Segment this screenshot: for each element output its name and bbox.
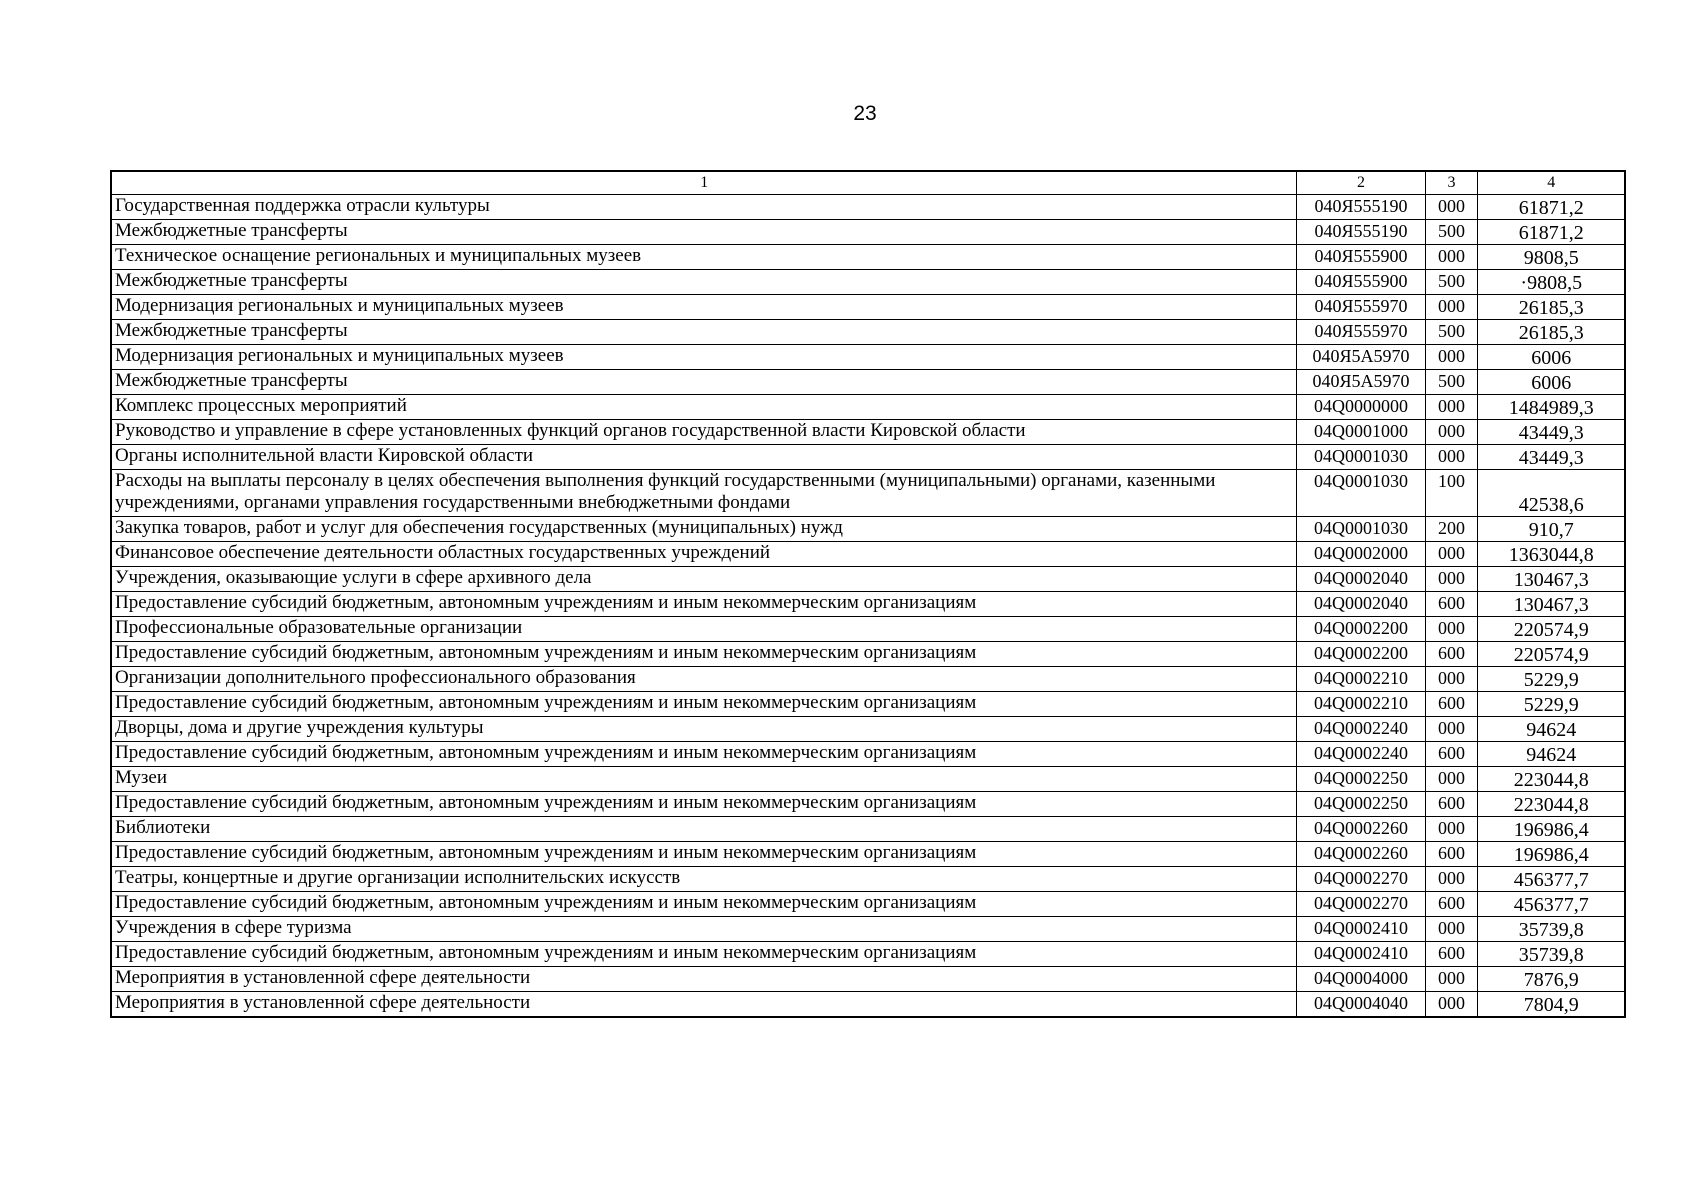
amount-cell: 1484989,3: [1477, 395, 1625, 420]
amount-cell: 94624: [1477, 717, 1625, 742]
expense-name-cell: Организации дополнительного профессионального образования: [111, 667, 1296, 692]
table-row: [111, 220, 1625, 245]
table-row: [111, 842, 1625, 867]
table-row: [111, 792, 1625, 817]
amount-cell: 9808,5: [1477, 245, 1625, 270]
expense-type-cell: 000: [1425, 867, 1477, 892]
table-row: [111, 320, 1625, 345]
budget-table: [110, 170, 1626, 1018]
amount-cell: ·9808,5: [1477, 270, 1625, 295]
target-code-cell: 040Я555190: [1296, 195, 1425, 220]
expense-type-cell: 000: [1425, 767, 1477, 792]
expense-name-cell: Межбюджетные трансферты: [111, 270, 1296, 295]
table-row: [111, 942, 1625, 967]
table-row: [111, 542, 1625, 567]
target-code-cell: 04Q0001000: [1296, 420, 1425, 445]
target-code-cell: 04Q0002210: [1296, 667, 1425, 692]
target-code-cell: 04Q0002250: [1296, 767, 1425, 792]
expense-type-cell: 000: [1425, 967, 1477, 992]
target-code-cell: 040Я5А5970: [1296, 370, 1425, 395]
amount-cell: 35739,8: [1477, 942, 1625, 967]
expense-name-cell: Предоставление субсидий бюджетным, автономным учреждениям и иным некоммерческим организациям: [111, 692, 1296, 717]
expense-type-cell: 600: [1425, 842, 1477, 867]
target-code-cell: 04Q0004040: [1296, 992, 1425, 1018]
table-row: [111, 470, 1625, 517]
expense-name-cell: Комплекс процессных мероприятий: [111, 395, 1296, 420]
target-code-cell: 04Q0000000: [1296, 395, 1425, 420]
target-code-cell: 04Q0001030: [1296, 517, 1425, 542]
amount-cell: 26185,3: [1477, 320, 1625, 345]
target-code-cell: 04Q0002260: [1296, 817, 1425, 842]
expense-type-cell: 000: [1425, 295, 1477, 320]
amount-cell: 223044,8: [1477, 792, 1625, 817]
table-row: [111, 617, 1625, 642]
amount-cell: 130467,3: [1477, 592, 1625, 617]
expense-name-cell: Модернизация региональных и муниципальных музеев: [111, 295, 1296, 320]
amount-cell: 7876,9: [1477, 967, 1625, 992]
table-row: [111, 345, 1625, 370]
expense-name-cell: Предоставление субсидий бюджетным, автономным учреждениям и иным некоммерческим организациям: [111, 642, 1296, 667]
target-code-cell: 04Q0002240: [1296, 717, 1425, 742]
table-body: [111, 195, 1625, 1018]
target-code-cell: 04Q0002200: [1296, 642, 1425, 667]
table-row: [111, 992, 1625, 1018]
target-code-cell: 04Q0002410: [1296, 917, 1425, 942]
table-row: [111, 270, 1625, 295]
column-header-2: 2: [1296, 171, 1425, 195]
expense-name-cell: Предоставление субсидий бюджетным, автономным учреждениям и иным некоммерческим организациям: [111, 892, 1296, 917]
amount-cell: 5229,9: [1477, 667, 1625, 692]
target-code-cell: 040Я555190: [1296, 220, 1425, 245]
expense-type-cell: 000: [1425, 445, 1477, 470]
amount-cell: 223044,8: [1477, 767, 1625, 792]
table-row: [111, 917, 1625, 942]
table-row: [111, 717, 1625, 742]
target-code-cell: 04Q0002270: [1296, 867, 1425, 892]
expense-type-cell: 600: [1425, 792, 1477, 817]
column-header-1: 1: [111, 171, 1296, 195]
amount-cell: 61871,2: [1477, 195, 1625, 220]
amount-cell: 7804,9: [1477, 992, 1625, 1018]
expense-type-cell: 000: [1425, 195, 1477, 220]
expense-name-cell: Предоставление субсидий бюджетным, автономным учреждениям и иным некоммерческим организациям: [111, 742, 1296, 767]
expense-name-cell: Мероприятия в установленной сфере деятельности: [111, 967, 1296, 992]
table-row: [111, 742, 1625, 767]
target-code-cell: 04Q0002250: [1296, 792, 1425, 817]
target-code-cell: 04Q0002240: [1296, 742, 1425, 767]
expense-name-cell: Финансовое обеспечение деятельности областных государственных учреждений: [111, 542, 1296, 567]
column-header-4: 4: [1477, 171, 1625, 195]
table-row: [111, 245, 1625, 270]
amount-cell: 35739,8: [1477, 917, 1625, 942]
column-header-3: 3: [1425, 171, 1477, 195]
table-row: [111, 195, 1625, 220]
expense-name-cell: Межбюджетные трансферты: [111, 220, 1296, 245]
amount-cell: 6006: [1477, 370, 1625, 395]
target-code-cell: 04Q0002200: [1296, 617, 1425, 642]
amount-cell: 61871,2: [1477, 220, 1625, 245]
amount-cell: 6006: [1477, 345, 1625, 370]
expense-type-cell: 000: [1425, 617, 1477, 642]
amount-cell: 910,7: [1477, 517, 1625, 542]
expense-type-cell: 000: [1425, 567, 1477, 592]
expense-name-cell: Межбюджетные трансферты: [111, 370, 1296, 395]
table-row: [111, 817, 1625, 842]
expense-name-cell: Предоставление субсидий бюджетным, автономным учреждениям и иным некоммерческим организациям: [111, 942, 1296, 967]
table-row: [111, 295, 1625, 320]
expense-name-cell: Дворцы, дома и другие учреждения культуры: [111, 717, 1296, 742]
target-code-cell: 04Q0002040: [1296, 567, 1425, 592]
expense-type-cell: 600: [1425, 642, 1477, 667]
expense-type-cell: 600: [1425, 692, 1477, 717]
amount-cell: 220574,9: [1477, 617, 1625, 642]
amount-cell: 196986,4: [1477, 817, 1625, 842]
amount-cell: 456377,7: [1477, 892, 1625, 917]
amount-cell: 1363044,8: [1477, 542, 1625, 567]
expense-name-cell: Руководство и управление в сфере установленных функций органов государственной власти Кировской области: [111, 420, 1296, 445]
expense-type-cell: 000: [1425, 917, 1477, 942]
expense-type-cell: 600: [1425, 942, 1477, 967]
expense-type-cell: 500: [1425, 220, 1477, 245]
expense-name-cell: Техническое оснащение региональных и муниципальных музеев: [111, 245, 1296, 270]
expense-name-cell: Закупка товаров, работ и услуг для обеспечения государственных (муниципальных) нужд: [111, 517, 1296, 542]
expense-type-cell: 500: [1425, 370, 1477, 395]
table-row: [111, 642, 1625, 667]
expense-name-cell: Межбюджетные трансферты: [111, 320, 1296, 345]
table-row: [111, 517, 1625, 542]
expense-name-cell: Учреждения в сфере туризма: [111, 917, 1296, 942]
amount-cell: 42538,6: [1477, 470, 1625, 517]
target-code-cell: 04Q0002210: [1296, 692, 1425, 717]
expense-type-cell: 600: [1425, 892, 1477, 917]
expense-type-cell: 000: [1425, 245, 1477, 270]
target-code-cell: 040Я555970: [1296, 320, 1425, 345]
page-number: 23: [853, 102, 877, 125]
table-row: [111, 370, 1625, 395]
amount-cell: 220574,9: [1477, 642, 1625, 667]
amount-cell: 26185,3: [1477, 295, 1625, 320]
expense-name-cell: Предоставление субсидий бюджетным, автономным учреждениям и иным некоммерческим организациям: [111, 792, 1296, 817]
expense-name-cell: Учреждения, оказывающие услуги в сфере архивного дела: [111, 567, 1296, 592]
amount-cell: 456377,7: [1477, 867, 1625, 892]
expense-type-cell: 000: [1425, 420, 1477, 445]
amount-cell: 130467,3: [1477, 567, 1625, 592]
expense-name-cell: Мероприятия в установленной сфере деятельности: [111, 992, 1296, 1018]
table-row: [111, 692, 1625, 717]
expense-type-cell: 000: [1425, 667, 1477, 692]
target-code-cell: 040Я5А5970: [1296, 345, 1425, 370]
expense-type-cell: 500: [1425, 270, 1477, 295]
table-row: [111, 395, 1625, 420]
expense-type-cell: 200: [1425, 517, 1477, 542]
target-code-cell: 040Я555970: [1296, 295, 1425, 320]
target-code-cell: 04Q0002260: [1296, 842, 1425, 867]
table-row: [111, 667, 1625, 692]
expense-name-cell: Органы исполнительной власти Кировской области: [111, 445, 1296, 470]
expense-type-cell: 000: [1425, 992, 1477, 1018]
expense-name-cell: Государственная поддержка отрасли культуры: [111, 195, 1296, 220]
amount-cell: 43449,3: [1477, 420, 1625, 445]
expense-type-cell: 000: [1425, 345, 1477, 370]
target-code-cell: 04Q0002410: [1296, 942, 1425, 967]
expense-type-cell: 000: [1425, 717, 1477, 742]
expense-type-cell: 100: [1425, 470, 1477, 517]
target-code-cell: 040Я555900: [1296, 245, 1425, 270]
table-row: [111, 592, 1625, 617]
target-code-cell: 04Q0002270: [1296, 892, 1425, 917]
expense-type-cell: 000: [1425, 542, 1477, 567]
expense-name-cell: Модернизация региональных и муниципальных музеев: [111, 345, 1296, 370]
expense-name-cell: Библиотеки: [111, 817, 1296, 842]
expense-name-cell: Предоставление субсидий бюджетным, автономным учреждениям и иным некоммерческим организациям: [111, 592, 1296, 617]
expense-name-cell: Предоставление субсидий бюджетным, автономным учреждениям и иным некоммерческим организациям: [111, 842, 1296, 867]
target-code-cell: 04Q0004000: [1296, 967, 1425, 992]
expense-name-cell: Театры, концертные и другие организации исполнительских искусств: [111, 867, 1296, 892]
table-row: [111, 567, 1625, 592]
target-code-cell: 04Q0001030: [1296, 445, 1425, 470]
amount-cell: 43449,3: [1477, 445, 1625, 470]
table-row: [111, 892, 1625, 917]
expense-name-cell: Музеи: [111, 767, 1296, 792]
table-row: [111, 867, 1625, 892]
expense-name-cell: Профессиональные образовательные организации: [111, 617, 1296, 642]
amount-cell: 196986,4: [1477, 842, 1625, 867]
target-code-cell: 04Q0001030: [1296, 470, 1425, 517]
target-code-cell: 040Я555900: [1296, 270, 1425, 295]
expense-type-cell: 600: [1425, 742, 1477, 767]
expense-type-cell: 500: [1425, 320, 1477, 345]
amount-cell: 94624: [1477, 742, 1625, 767]
amount-cell: 5229,9: [1477, 692, 1625, 717]
expense-type-cell: 600: [1425, 592, 1477, 617]
expense-name-cell: Расходы на выплаты персоналу в целях обеспечения выполнения функций государственными (муниципальными) органами, казенными учреждениями, органами управления государственными внебюджетными фондами: [111, 470, 1296, 517]
table-row: [111, 767, 1625, 792]
table-row: [111, 445, 1625, 470]
expense-type-cell: 000: [1425, 817, 1477, 842]
expense-type-cell: 000: [1425, 395, 1477, 420]
header-row: [111, 171, 1625, 195]
table-row: [111, 420, 1625, 445]
target-code-cell: 04Q0002040: [1296, 592, 1425, 617]
table-row: [111, 967, 1625, 992]
target-code-cell: 04Q0002000: [1296, 542, 1425, 567]
